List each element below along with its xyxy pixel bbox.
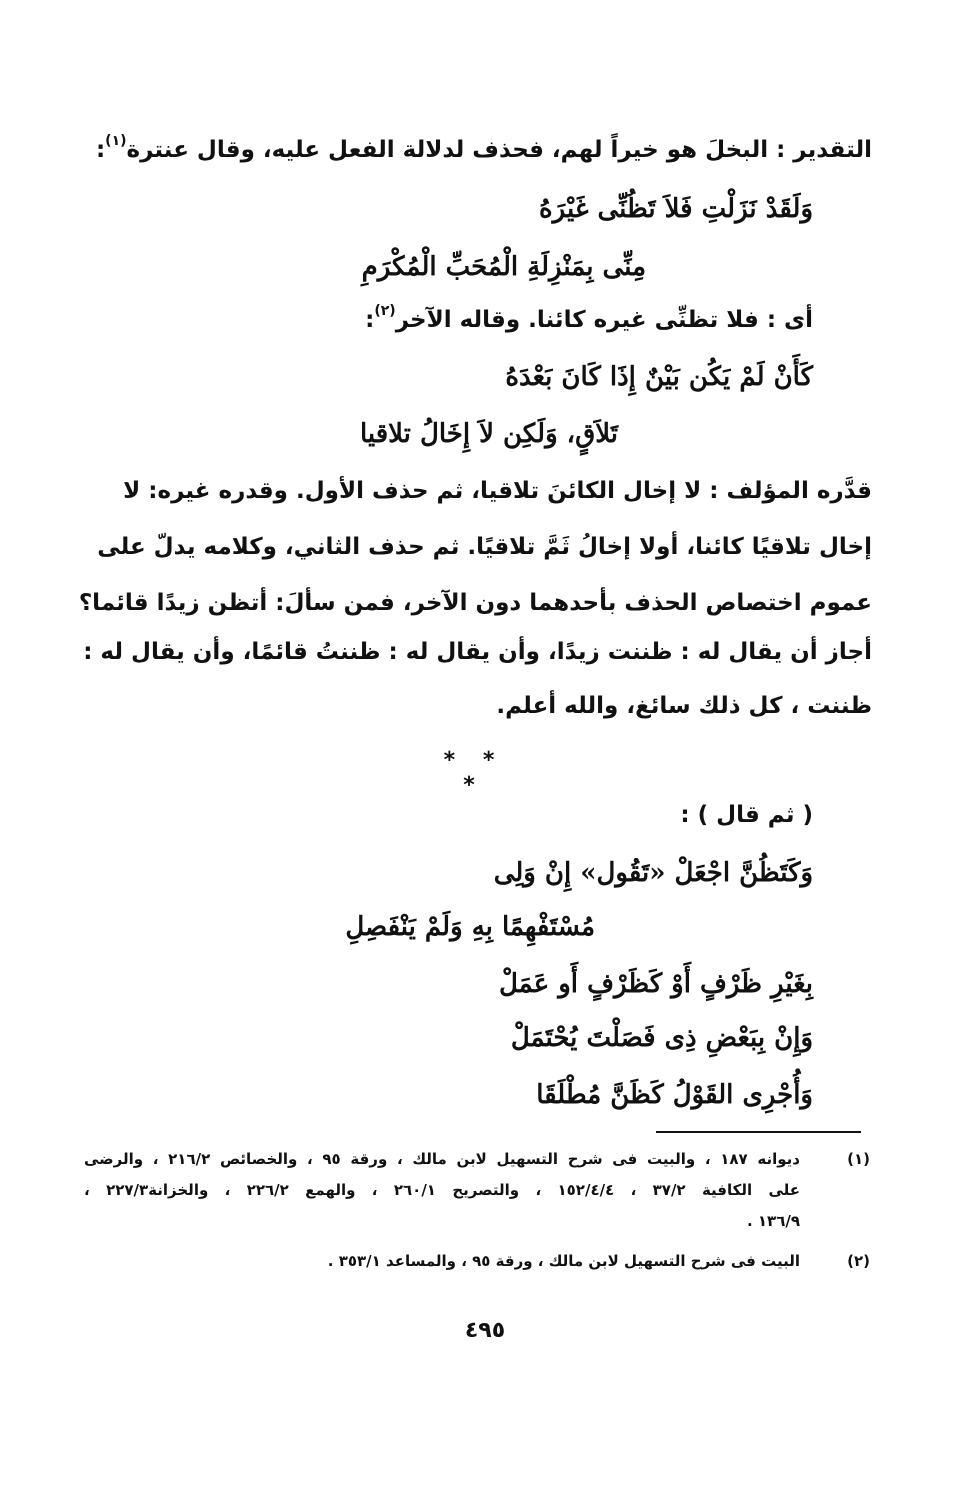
footnote-1-line-3: ١٣٦/٩ .: [746, 1212, 800, 1230]
paragraph-line-1: قدَّره المؤلف : لا إخال الكائنَ تلاقيا، ثم حذف الأول. وقدره غيره: لا: [123, 478, 872, 504]
prose-line-1: [95, 133, 872, 166]
verse-2-first-hemistich: كَأَنْ لَمْ يَكُن بَيْنٌ إِذَا كَانَ بَعْدَهُ: [505, 362, 813, 392]
paragraph-line-4: أجاز أن يقال له : ظننت زيدًا، وأن يقال له : ظننتُ قائمًا، وأن يقال له :: [83, 639, 872, 665]
poem-line-1: وَكَتَظُنَّ اجْعَلْ «تَقُول» إِنْ وَلِى: [493, 858, 813, 888]
poem-line-4: وَإِنْ بِبَعْضِ ذِى فَصَلْتَ يُحْتَمَلْ: [510, 1023, 813, 1053]
footnote-1-number: (١): [847, 1150, 870, 1168]
footnote-separator-rule: [656, 1131, 861, 1133]
prose-line-1-colon: :: [95, 137, 106, 163]
footnote-2-number: (٢): [847, 1252, 870, 1270]
page-number: ٤٩٥: [464, 1318, 506, 1343]
footnote-ref-2: (٢): [374, 303, 396, 319]
footnote-1-line-2: على الكافية ٣٧/٢ ، ١٥٢/٤/٤ ، والتصريح ٢٦٠/١ ، والهمع ٢٢٦/٢ ، والخزانة٢٢٧/٣ ،: [84, 1181, 801, 1199]
paragraph-line-5: ظننت ، كل ذلك سائغ، والله أعلم.: [496, 693, 872, 719]
footnote-ref-1: (١): [105, 133, 127, 149]
section-separator: * * *: [443, 748, 505, 798]
footnote-1: [0, 1146, 956, 1236]
verse-2-second-hemistich: تَلاَقٍ، وَلَكِن لاَ إِخَالُ تلاقيا: [359, 419, 618, 449]
poem-line-2: مُسْتَفْهِمًا بِهِ وَلَمْ يَنْفَصِلِ: [345, 912, 595, 942]
section-heading: ( ثم قال ) :: [680, 802, 813, 828]
footnote-2: [0, 1248, 956, 1278]
paragraph-line-3: عموم اختصاص الحذف بأحدهما دون الآخر، فمن سألَ: أتظن زيدًا قائما؟: [78, 590, 872, 616]
footnote-1-line-1: ديوانه ١٨٧ ، والبيت فى شرح التسهيل لابن مالك ، ورقة ٩٥ ، والخصائص ٢١٦/٢ ، والرضى: [84, 1150, 800, 1168]
paragraph-line-2: إخال تلاقيًا كائنا، أولا إخالُ ثَمَّ تلاقيًا. ثم حذف الثاني، وكلامه يدلّ على: [97, 534, 872, 560]
footnote-2-line-1: البيت فى شرح التسهيل لابن مالك ، ورقة ٩٥ ، والمساعد ٣٥٣/١ .: [327, 1252, 800, 1270]
verse-1-second-hemistich: مِنِّى بِمَنْزِلَةِ الْمُحَبِّ الْمُكْرَمِ: [361, 252, 646, 282]
prose-line-2-colon: :: [365, 307, 375, 333]
verse-1-first-hemistich: وَلَقَدْ نَزَلْتِ فَلاَ تَظُنِّى غَيْرَهُ: [539, 194, 813, 224]
prose-line-2-text: أى : فلا تظنِّى غيره كائنا. وقاله الآخر: [395, 307, 813, 333]
poem-line-3: بِغَيْرِ ظَرْفٍ أَوْ كَظَرْفٍ أَو عَمَلْ: [498, 969, 813, 999]
prose-line-1-text: التقدير : البخلَ هو خيراً لهم، فحذف لدلالة الفعل عليه، وقال عنترة: [126, 137, 872, 163]
poem-line-5: وَأُجْرِى القَوْلُ كَظَنَّ مُطْلَقَا: [536, 1080, 813, 1110]
prose-line-2: [365, 304, 813, 336]
